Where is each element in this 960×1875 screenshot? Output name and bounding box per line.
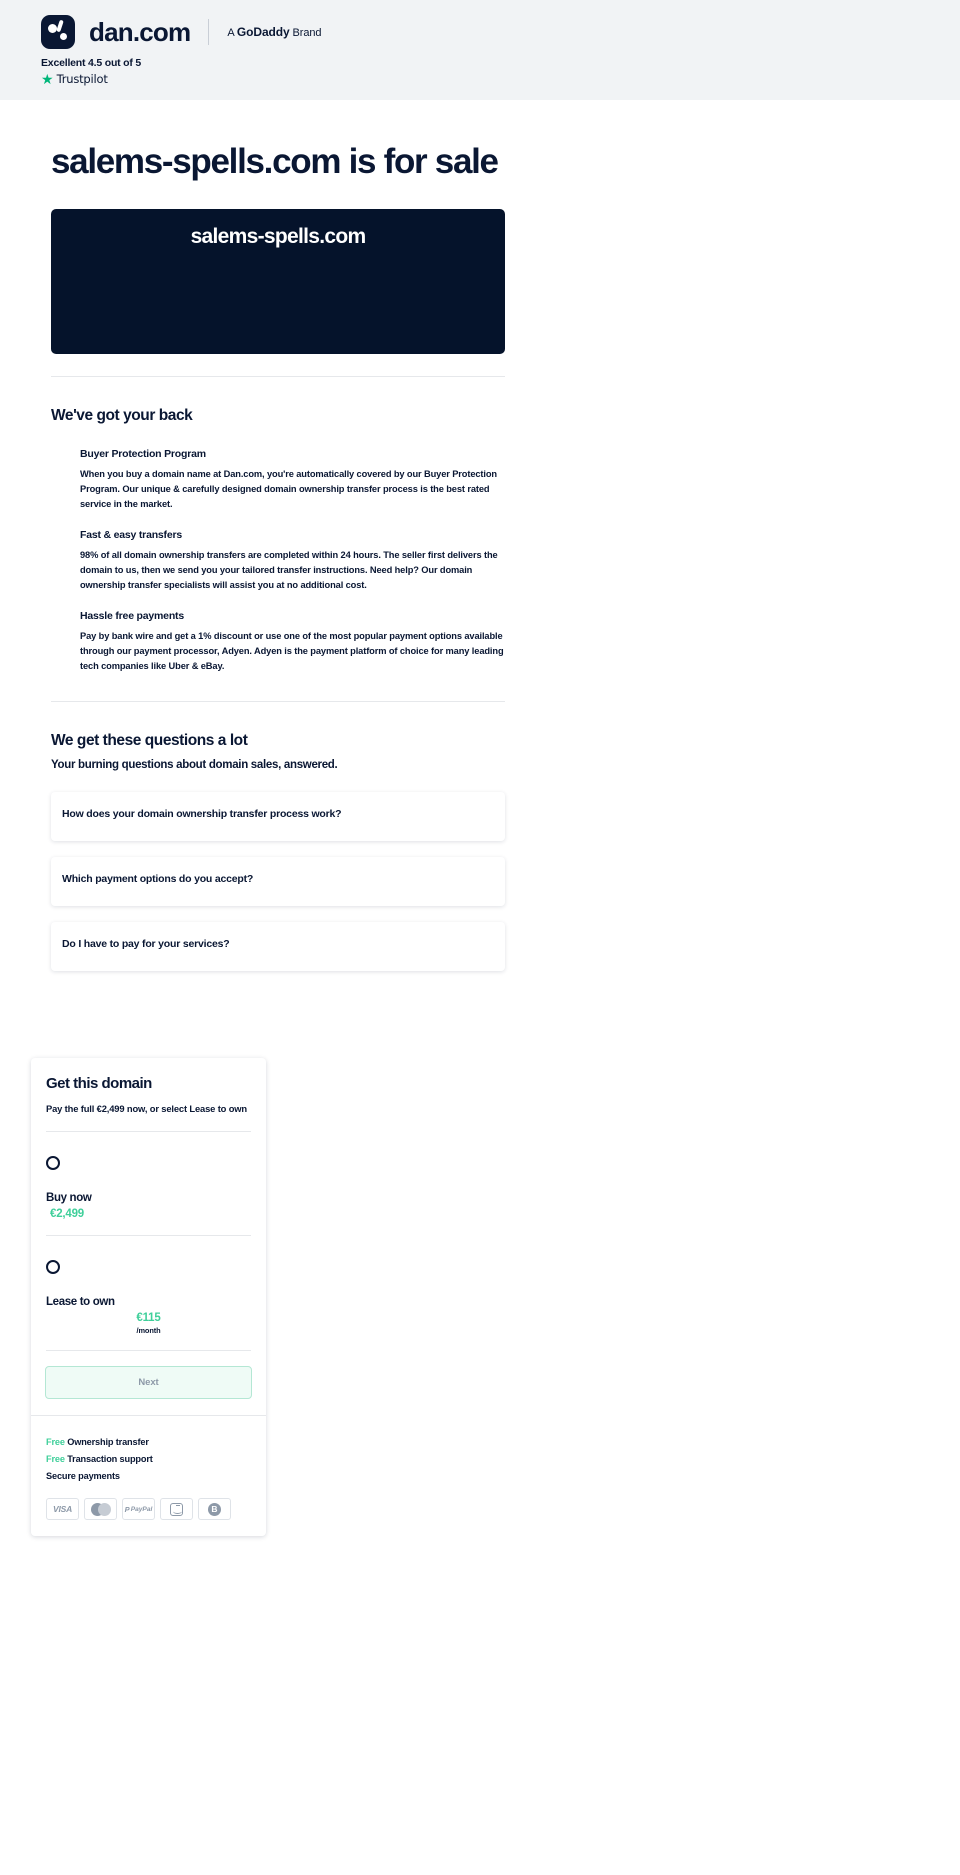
lease-to-own-period: /month xyxy=(136,1326,161,1336)
brand-row xyxy=(41,14,960,50)
benefit-item xyxy=(80,529,960,593)
perk-label: Transaction support xyxy=(67,1454,153,1465)
faq-accordion xyxy=(51,792,960,971)
dan-logo-icon[interactable] xyxy=(41,15,75,49)
lease-to-own-price: €115 xyxy=(136,1312,161,1325)
purchase-card-subtitle: Pay the full €2,499 now, or select Lease to own xyxy=(46,1103,248,1114)
bitcoin-icon xyxy=(198,1498,231,1520)
perk-free-badge: Free xyxy=(46,1437,65,1448)
benefit-title: Buyer Protection Program xyxy=(80,448,206,460)
godaddy-brand-label xyxy=(227,25,321,39)
site-header xyxy=(0,0,960,100)
purchase-card xyxy=(31,1058,266,1536)
benefit-title: Fast & easy transfers xyxy=(80,529,183,542)
buy-now-label: Buy now xyxy=(46,1192,92,1205)
divider-before-faq xyxy=(51,701,505,702)
faq-question: Which payment options do you accept? xyxy=(62,873,254,886)
next-button[interactable]: Next xyxy=(45,1366,252,1399)
payment-methods xyxy=(46,1498,251,1520)
faq-question: How does your domain ownership transfer process work? xyxy=(62,808,342,821)
trustpilot-label: Trustpilot xyxy=(56,72,108,86)
alipay-icon xyxy=(160,1498,193,1520)
benefit-title: Hassle free payments xyxy=(80,610,184,623)
bitcoin-symbol: B xyxy=(208,1503,221,1516)
perk-item xyxy=(46,1434,251,1451)
benefit-item xyxy=(80,448,960,512)
perk-label: Ownership transfer xyxy=(67,1437,149,1448)
faq-section-title: We get these questions a lot xyxy=(51,732,248,750)
perk-label: Secure payments xyxy=(46,1471,120,1482)
faq-item[interactable] xyxy=(51,857,505,906)
brand-divider xyxy=(208,19,209,45)
lease-to-own-label: Lease to own xyxy=(46,1296,115,1309)
protection-list xyxy=(51,448,960,674)
faq-item[interactable] xyxy=(51,792,505,841)
godaddy-suffix: Brand xyxy=(292,27,322,39)
buy-now-option[interactable] xyxy=(31,1156,266,1236)
protection-section-title: We've got your back xyxy=(51,407,193,424)
visa-label: VISA xyxy=(52,1504,73,1515)
purchase-card-footer xyxy=(31,1415,266,1536)
page-title: salems-spells.com is for sale xyxy=(51,142,498,181)
trustpilot-rating-text: Excellent 4.5 out of 5 xyxy=(41,57,142,69)
benefit-body: Pay by bank wire and get a 1% discount or use one of the most popular payment options available through our payment processor, Adyen. Adyen is the payment platform of choice for many leading tech companies like Uber & eBay. xyxy=(80,631,504,672)
godaddy-name: GoDaddy xyxy=(236,25,290,39)
trustpilot-logo[interactable] xyxy=(41,72,960,86)
domain-banner xyxy=(51,209,505,354)
purchase-card-title: Get this domain xyxy=(46,1075,152,1092)
domain-banner-name: salems-spells.com xyxy=(190,225,366,248)
benefit-item xyxy=(80,610,960,674)
star-icon: ★ xyxy=(41,71,54,87)
main-content xyxy=(0,142,960,1515)
buy-now-radio[interactable] xyxy=(46,1156,60,1170)
perk-item xyxy=(46,1451,251,1468)
faq-item[interactable] xyxy=(51,922,505,971)
divider-after-banner xyxy=(51,376,505,377)
benefit-body: 98% of all domain ownership transfers are completed within 24 hours. The seller first delivers the domain to us, then we send you your tailored transfer instructions. Need help? Our domain ownership transfer specialists will assist you at no additional cost. xyxy=(80,550,498,591)
perk-item xyxy=(46,1468,251,1485)
paypal-label: PayPal xyxy=(130,1505,153,1513)
brand-wordmark[interactable]: dan.com xyxy=(89,17,191,47)
mastercard-icon xyxy=(84,1498,117,1520)
faq-subtitle: Your burning questions about domain sales, answered. xyxy=(51,759,338,772)
buy-now-price: €2,499 xyxy=(50,1208,84,1221)
perk-free-badge: Free xyxy=(46,1454,65,1465)
visa-icon xyxy=(46,1498,79,1520)
card-divider xyxy=(46,1131,251,1132)
godaddy-prefix: A xyxy=(227,27,234,39)
lease-to-own-radio[interactable] xyxy=(46,1260,60,1274)
faq-question: Do I have to pay for your services? xyxy=(62,938,230,951)
benefit-body: When you buy a domain name at Dan.com, you're automatically covered by our Buyer Protection Program. Our unique & carefully designed domain ownership transfer process is the best rated service in the market. xyxy=(80,469,497,510)
lease-to-own-option[interactable] xyxy=(31,1260,266,1351)
paypal-icon: P PayPal xyxy=(122,1498,155,1520)
card-divider xyxy=(46,1235,251,1236)
